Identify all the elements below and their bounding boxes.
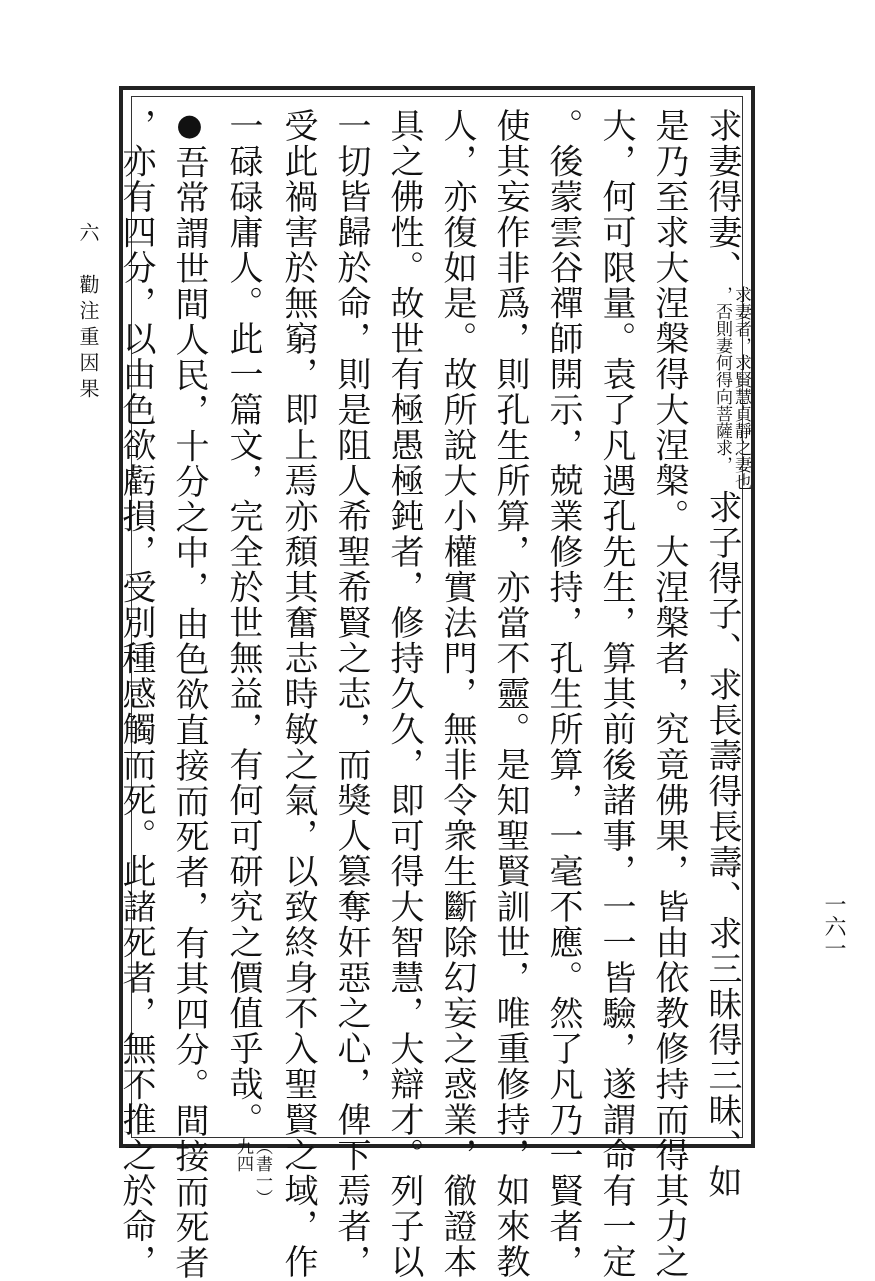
- text-column-10: 一碌碌庸人。此一篇文，完全於世無益，有何可研究之價值乎哉。 （書一） 九四: [223, 108, 272, 1206]
- chapter-label: 六 勸注重因果: [76, 222, 100, 404]
- text-column-11: ●吾常謂世間人民，十分之中，由色欲直接而死者，有其四分。間接而死者: [169, 108, 209, 1281]
- text-column-9: 受此禍害於無窮，即上焉亦頹其奮志時敏之氣，以致終身不入聖賢之域，作: [278, 108, 318, 1280]
- page-number: 一六一: [821, 893, 846, 959]
- bullet-icon: ●: [172, 108, 207, 145]
- text-body: [116, 108, 751, 1281]
- text-column-7: 具之佛性。故世有極愚極鈍者，修持久久，即可得大智慧，大辯才。列子以: [384, 108, 424, 1280]
- text-column-12: ，亦有四分，以由色欲虧損，受別種感觸而死。此諸死者，無不推之於命，: [116, 108, 156, 1280]
- source-citation: （書一） 九四: [233, 1137, 272, 1206]
- text-column-8: 一切皆歸於命，則是阻人希聖希賢之志，而獎人篡奪奸惡之心，俾下焉者，: [331, 108, 371, 1280]
- text-column-5: 使其妄作非爲，則孔生所算，亦當不靈。是知聖賢訓世，唯重修持，如來教: [490, 108, 530, 1280]
- text-column-6: 人，亦復如是。故所說大小權實法門，無非令衆生斷除幻妄之惑業，徹證本: [437, 108, 477, 1280]
- text-column-3: 大，何可限量。袁了凡遇孔先生，算其前後諸事，一一皆驗，遂謂命有一定: [596, 108, 636, 1280]
- text-column-4: 。後蒙雲谷禪師開示，兢業修持，孔生所算，一毫不應。然了凡乃一賢者，: [543, 108, 583, 1280]
- text-column-1: 求妻得妻、 求妻者，求賢慧貞靜之妻也 ，否則妻何得向菩薩求， 求子得子、求長壽得長壽、求三昧得三昧、如: [702, 108, 751, 1200]
- inline-annotation: 求妻者，求賢慧貞靜之妻也 ，否則妻何得向菩薩求，: [712, 285, 751, 490]
- text-column-2: 是乃至求大涅槃得大涅槃。大涅槃者，究竟佛果，皆由依教修持而得其力之: [649, 108, 689, 1280]
